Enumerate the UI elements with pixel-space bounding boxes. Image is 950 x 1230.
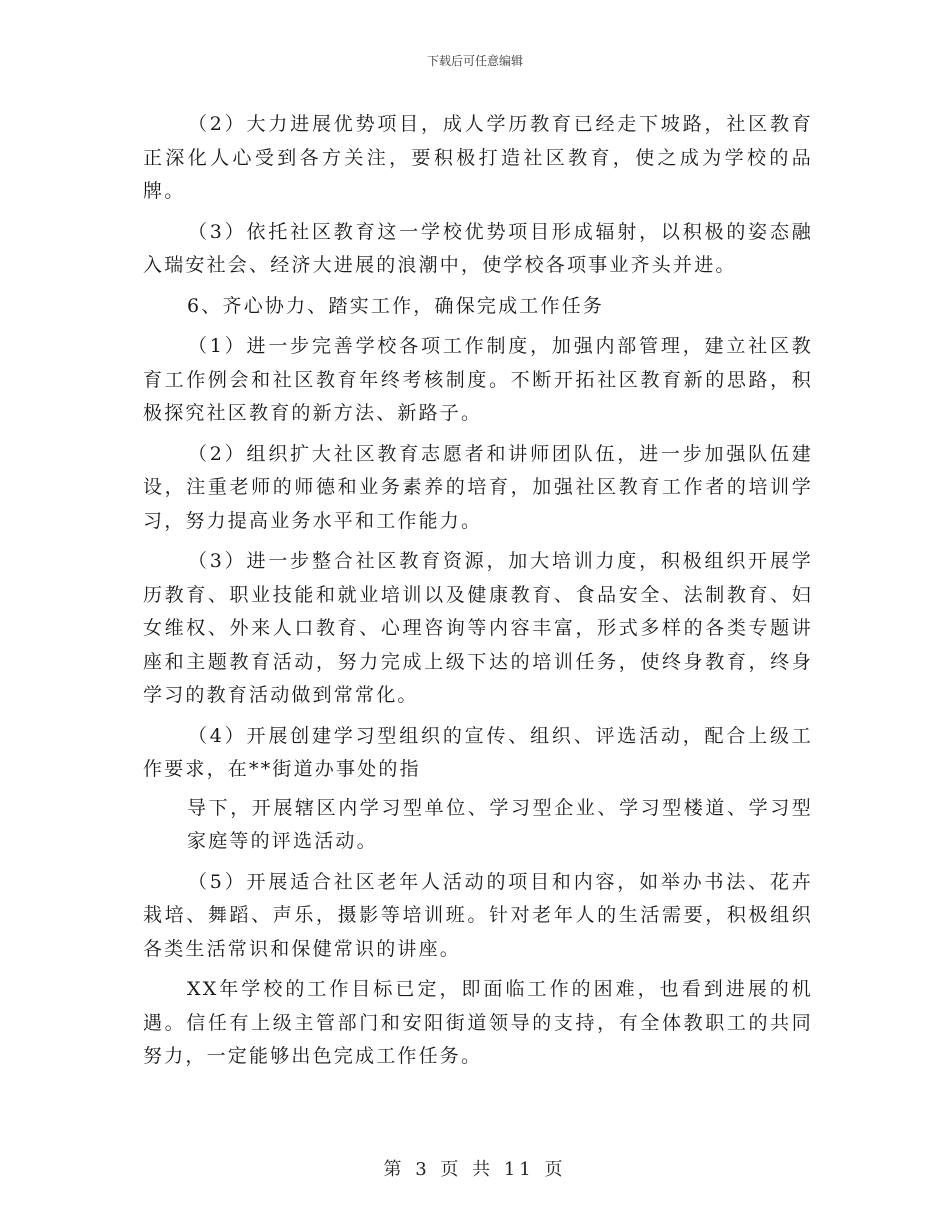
section-heading-6: 6、齐心协力、踏实工作，确保完成工作任务	[187, 294, 605, 317]
closing-paragraph: XX年学校的工作目标已定，即面临工作的困难，也看到进展的机遇。信任有上级主管部门和安阳街道领导的支持，有全体教职工的共同努力，一定能够出色完成工作任务。	[143, 978, 813, 1067]
page-header: 下载后可任意编辑	[426, 54, 523, 68]
paragraph-6-3: （3）进一步整合社区教育资源，加大培训力度，积极组织开展学历教育、职业技能和就业培训以及健康教育、食品安全、法制教育、妇女维权、外来人口教育、心理咨询等内容丰富，形式多样的各类专题讲座和主题教育活动，努力完成上级下达的培训任务，使终身教育，终身学习的教育活动做到常常化。	[143, 550, 813, 706]
paragraph-6-2: （2）组织扩大社区教育志愿者和讲师团队伍，进一步加强队伍建设，注重老师的师德和业务素养的培育，加强社区教育工作者的培训学习，努力提高业务水平和工作能力。	[143, 442, 813, 532]
document-body	[143, 108, 813, 1081]
paragraph-3: （3）依托社区教育这一学校优势项目形成辐射，以积极的姿态融入瑞安社会、经济大进展的浪潮中，使学校各项事业齐头并进。	[143, 220, 813, 276]
page-number: 第 3 页 共 11 页	[383, 1159, 567, 1180]
paragraph-2: （2）大力进展优势项目，成人学历教育已经走下坡路，社区教育正深化人心受到各方关注，要积极打造社区教育，使之成为学校的品牌。	[143, 113, 813, 202]
paragraph-6-4-continued: 导下，开展辖区内学习型单位、学习型企业、学习型楼道、学习型家庭等的评选活动。	[187, 796, 813, 852]
paragraph-6-1: （1）进一步完善学校各项工作制度，加强内部管理，建立社区教育工作例会和社区教育年终考核制度。不断开拓社区教育新的思路，积极探究社区教育的新方法、新路子。	[143, 335, 813, 424]
paragraph-6-4: （4）开展创建学习型组织的宣传、组织、评选活动，配合上级工作要求，在**街道办事处的指	[143, 724, 813, 780]
paragraph-6-5: （5）开展适合社区老年人活动的项目和内容，如举办书法、花卉栽培、舞蹈、声乐，摄影等培训班。针对老年人的生活需要，积极组织各类生活常识和保健常识的讲座。	[143, 870, 813, 960]
